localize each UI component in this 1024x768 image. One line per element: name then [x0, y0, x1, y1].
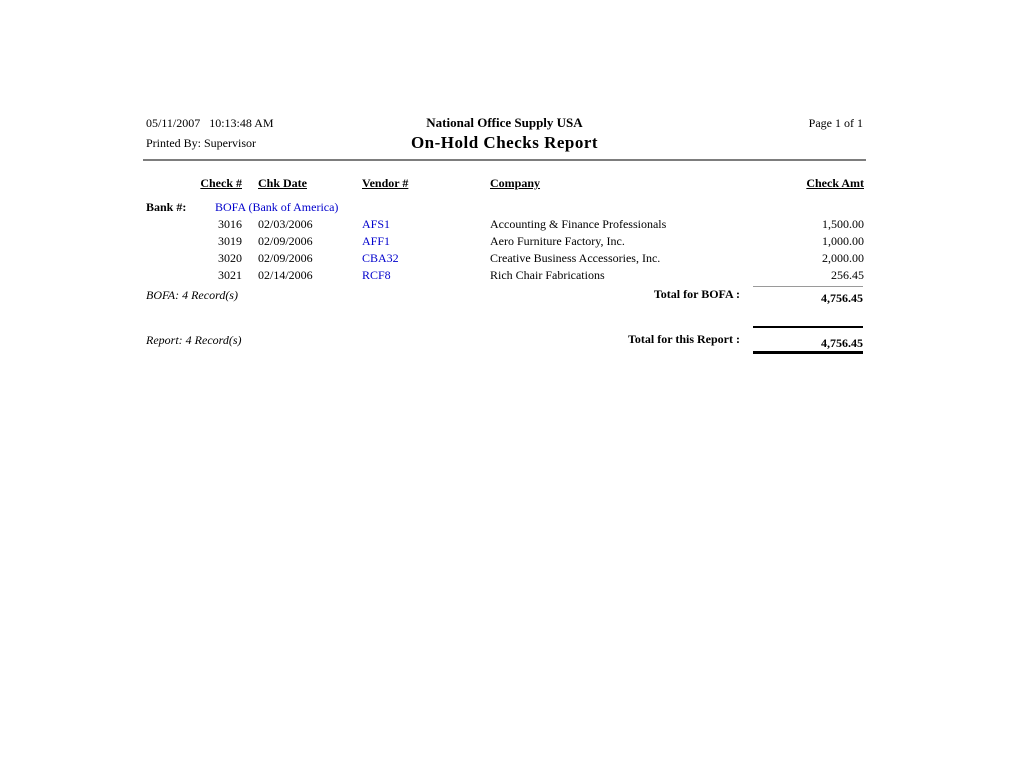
company-cell: Accounting & Finance Professionals — [490, 217, 667, 231]
table-row — [0, 234, 1024, 249]
column-header-chk-date: Chk Date — [258, 176, 308, 190]
column-header-vendor-no: Vendor # — [362, 176, 409, 190]
table-row — [0, 268, 1024, 283]
vendor-no-link[interactable]: CBA32 — [362, 251, 399, 265]
company-cell: Rich Chair Fabrications — [490, 268, 605, 282]
header-divider — [143, 159, 866, 161]
column-header-company: Company — [490, 176, 541, 190]
group-record-count: BOFA: 4 Record(s) — [146, 288, 238, 302]
chk-date-cell: 02/03/2006 — [258, 217, 313, 231]
printed-by: Printed By: Supervisor — [146, 136, 256, 150]
vendor-no-link[interactable]: AFS1 — [362, 217, 391, 231]
company-cell: Aero Furniture Factory, Inc. — [490, 234, 625, 248]
chk-date-cell: 02/09/2006 — [258, 251, 313, 265]
vendor-no-link[interactable]: AFF1 — [362, 234, 391, 248]
group-total-amount: 4,756.45 — [821, 291, 863, 305]
chk-date-cell: 02/14/2006 — [258, 268, 313, 282]
report-record-count: Report: 4 Record(s) — [146, 333, 242, 347]
group-total-rule — [753, 286, 863, 287]
check-no-cell: 3016 — [218, 217, 242, 231]
report-total-amount: 4,756.45 — [821, 336, 863, 350]
check-amt-cell: 256.45 — [831, 268, 864, 282]
bank-group-link[interactable]: BOFA (Bank of America) — [215, 200, 339, 214]
report-total-double-rule — [753, 351, 863, 354]
page-number: Page 1 of 1 — [808, 116, 863, 130]
table-row — [0, 217, 1024, 232]
report-total-rule — [753, 326, 863, 328]
bank-group-label: Bank #: — [146, 200, 187, 214]
report-total-label: Total for this Report : — [628, 332, 740, 346]
check-no-cell: 3020 — [218, 251, 242, 265]
print-datetime: 05/11/2007 10:13:48 AM — [146, 116, 274, 130]
group-total-label: Total for BOFA : — [653, 287, 740, 301]
check-amt-cell: 1,000.00 — [822, 234, 864, 248]
check-no-cell: 3021 — [218, 268, 242, 282]
check-no-cell: 3019 — [218, 234, 242, 248]
table-row — [0, 251, 1024, 266]
column-header-check-no: Check # — [200, 176, 242, 190]
check-amt-cell: 1,500.00 — [822, 217, 864, 231]
check-amt-cell: 2,000.00 — [822, 251, 864, 265]
company-cell: Creative Business Accessories, Inc. — [490, 251, 661, 265]
page-title: On-Hold Checks Report — [410, 133, 599, 152]
chk-date-cell: 02/09/2006 — [258, 234, 313, 248]
vendor-no-link[interactable]: RCF8 — [362, 268, 391, 282]
column-header-check-amt: Check Amt — [806, 176, 864, 190]
company-name: National Office Supply USA — [426, 115, 583, 130]
